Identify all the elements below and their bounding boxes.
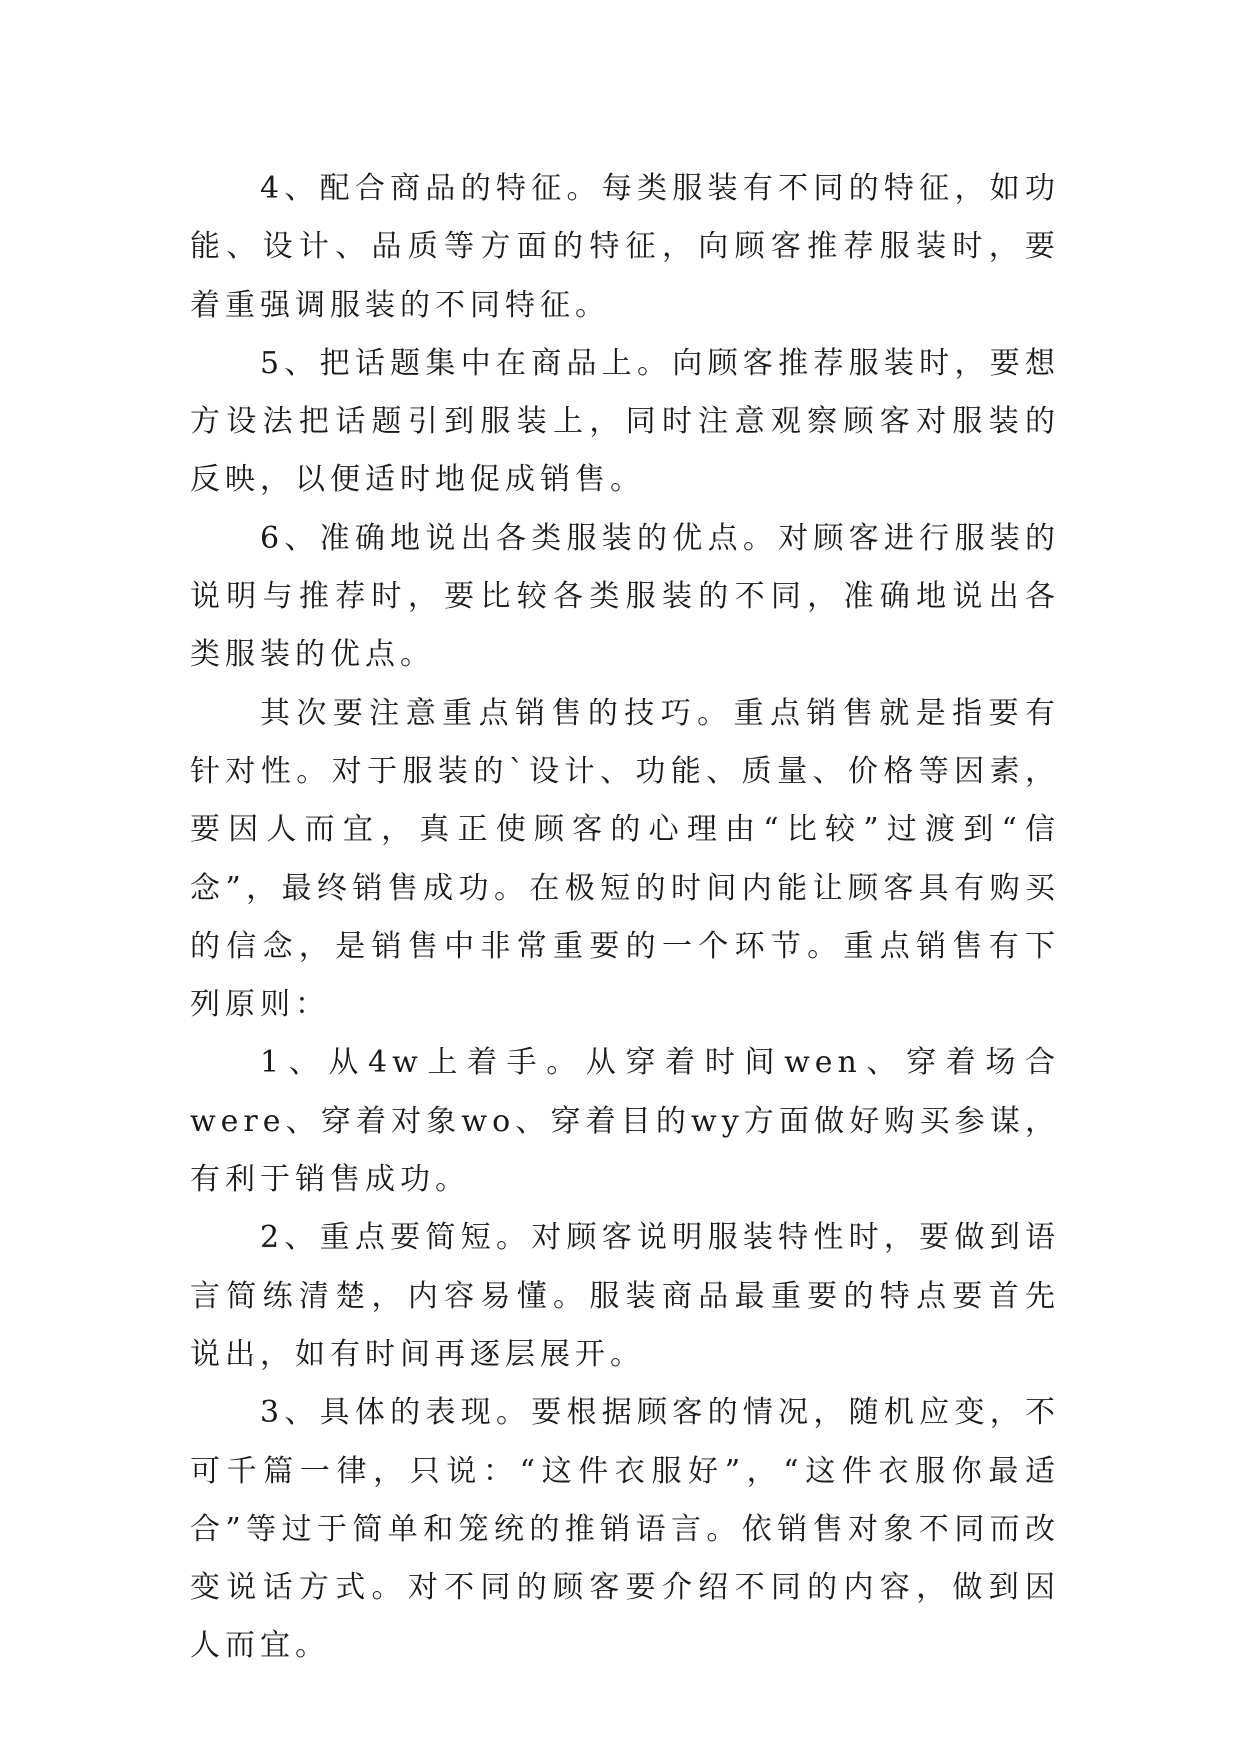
paragraph-4w-principle: 1、从4w上着手。从穿着时间wen、穿着场合were、穿着对象wo、穿着目的wy方面做好购买参谋，有利于销售成功。 [190,1045,1060,1198]
paragraph-concrete-expression: 3、具体的表现。要根据顾客的情况，随机应变，不可千篇一律，只说：“这件衣服好”，“这件衣服你最适合”等过于简单和笼统的推销语言。依销售对象不同而改变说话方式。对不同的顾客要介绍不同的内容，做到因人而宜。 [190,1395,1060,1664]
paragraph-focus-topic: 5、把话题集中在商品上。向顾客推荐服装时，要想方设法把话题引到服装上，同时注意观察顾客对服装的反映，以便适时地促成销售。 [190,345,1060,498]
paragraph-state-advantages: 6、准确地说出各类服装的优点。对顾客进行服装的说明与推荐时，要比较各类服装的不同，准确地说出各类服装的优点。 [190,520,1060,673]
paragraph-key-selling-skills: 其次要注意重点销售的技巧。重点销售就是指要有针对性。对于服装的`设计、功能、质量、价格等因素，要因人而宜，真正使顾客的心理由“比较”过渡到“信念”，最终销售成功。在极短的时间内能让顾客具有购买的信念，是销售中非常重要的一个环节。重点销售有下列原则： [190,695,1060,1023]
paragraph-feature-matching: 4、配合商品的特征。每类服装有不同的特征，如功能、设计、品质等方面的特征，向顾客推荐服装时，要着重强调服装的不同特征。 [190,171,1060,323]
paragraph-keep-brief: 2、重点要简短。对顾客说明服装特性时，要做到语言简练清楚，内容易懂。服装商品最重要的特点要首先说出，如有时间再逐层展开。 [190,1220,1060,1372]
document-body [190,160,1060,1676]
